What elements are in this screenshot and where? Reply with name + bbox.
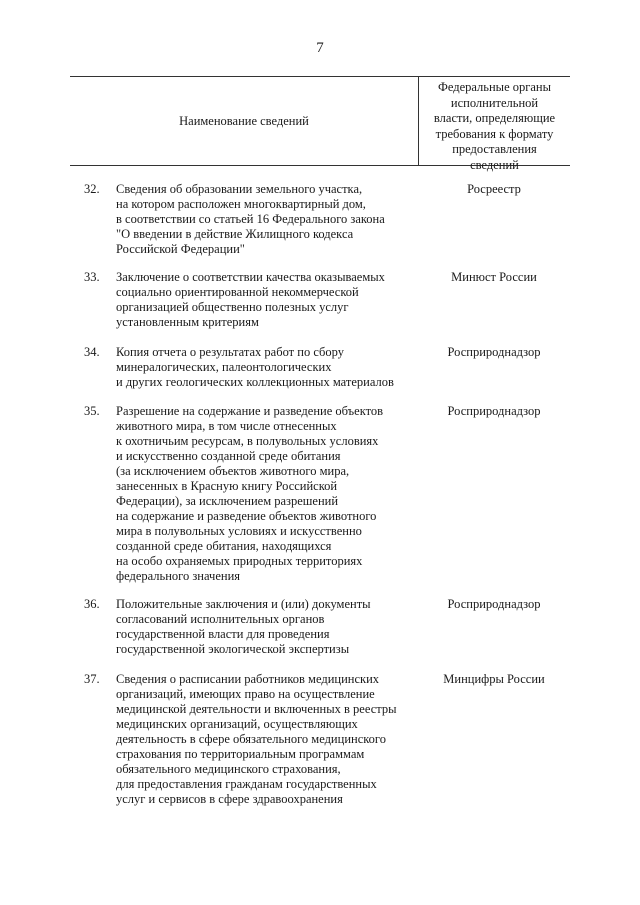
row-description-line: Федерации), за исключением разрешений xyxy=(116,494,339,508)
row-description-line: государственной экологической экспертизы xyxy=(116,642,350,656)
column-header-agency-line: исполнительной xyxy=(450,95,539,110)
column-header-agency-line: Федеральные органы xyxy=(437,80,552,94)
row-description-line: Сведения о расписании работников медицинских xyxy=(116,672,380,686)
row-number: 34. xyxy=(84,345,100,359)
column-header-agency xyxy=(419,80,570,173)
row-description-line: в соответствии со статьей 16 Федерального закона xyxy=(116,212,385,226)
row-description xyxy=(116,404,416,584)
row-description-line: и других геологических коллекционных материалов xyxy=(116,375,394,389)
row-agency: Минцифры России xyxy=(443,672,545,686)
row-description-line: организаций, имеющих право на осуществление xyxy=(116,687,375,701)
row-agency: Росприроднадзор xyxy=(447,597,541,611)
row-agency: Минюст России xyxy=(451,270,537,284)
row-description xyxy=(116,672,416,807)
row-description-line: Заключение о соответствии качества оказываемых xyxy=(116,270,385,284)
row-description xyxy=(116,182,416,257)
row-description-line: согласований исполнительных органов xyxy=(116,612,325,626)
row-agency: Росприроднадзор xyxy=(447,345,541,359)
row-description-line: медицинской деятельности и включенных в реестры xyxy=(116,702,397,716)
row-description-line: обязательного медицинского страхования, xyxy=(116,762,341,776)
row-description-line: на котором расположен многоквартирный дом, xyxy=(116,197,366,211)
row-description-line: организацией общественно полезных услуг xyxy=(116,300,349,314)
row-number: 36. xyxy=(84,597,100,611)
row-description-line: к охотничьим ресурсам, в полувольных условиях xyxy=(116,434,379,448)
page-number: 7 xyxy=(316,40,324,56)
row-description xyxy=(116,270,416,330)
row-description-line: социально ориентированной некоммерческой xyxy=(116,285,359,299)
row-description-line: и искусственно созданной среде обитания xyxy=(116,449,341,463)
row-description xyxy=(116,597,416,657)
column-header-agency-line: предоставления xyxy=(452,142,537,156)
row-description-line: Положительные заключения и (или) документы xyxy=(116,597,371,611)
row-number: 35. xyxy=(84,404,100,418)
row-description-line: Сведения об образовании земельного участка, xyxy=(116,182,363,196)
row-description-line: для предоставления гражданам государственных xyxy=(116,777,377,791)
row-description-line: (за исключением объектов животного мира, xyxy=(116,464,350,478)
row-description xyxy=(116,345,416,390)
row-description-line: Разрешение на содержание и разведение объектов xyxy=(116,404,384,418)
row-description-line: минералогических, палеонтологических xyxy=(116,360,332,374)
row-number: 37. xyxy=(84,672,100,686)
column-header-name: Наименование сведений xyxy=(179,114,309,128)
column-header-agency-line: власти, определяющие xyxy=(433,111,556,125)
row-description-line: созданной среде обитания, находящихся xyxy=(116,539,332,553)
row-description-line: животного мира, в том числе отнесенных xyxy=(116,419,337,433)
row-description-line: "О введении в действие Жилищного кодекса xyxy=(116,227,354,241)
row-description-line: занесенных в Красную книгу Российской xyxy=(116,479,338,493)
row-description-line: на содержание и разведение объектов животного xyxy=(116,509,377,523)
row-description-line: федерального значения xyxy=(116,569,241,583)
row-number: 33. xyxy=(84,270,100,284)
row-description-line: Российской Федерации" xyxy=(116,242,245,256)
row-description-line: государственной власти для проведения xyxy=(116,627,330,641)
row-agency: Росреестр xyxy=(467,182,521,196)
row-description-line: на особо охраняемых природных территориях xyxy=(116,554,363,568)
row-description-line: Копия отчета о результатах работ по сбору xyxy=(116,345,344,359)
row-description-line: мира в полувольных условиях и искусственно xyxy=(116,524,362,538)
row-description-line: медицинских организаций, осуществляющих xyxy=(116,717,358,731)
column-header-agency-line: требования к формату xyxy=(435,126,554,141)
row-description-line: деятельность в сфере обязательного медицинского xyxy=(116,732,386,746)
column-header-agency-line: сведений xyxy=(470,157,519,172)
row-description-line: услуг и сервисов в сфере здравоохранения xyxy=(116,792,343,806)
row-description-line: страхования по территориальным программам xyxy=(116,747,365,761)
row-number: 32. xyxy=(84,182,100,196)
row-agency: Росприроднадзор xyxy=(447,404,541,418)
table-header-top-rule xyxy=(70,76,570,77)
row-description-line: установленным критериям xyxy=(116,315,259,329)
